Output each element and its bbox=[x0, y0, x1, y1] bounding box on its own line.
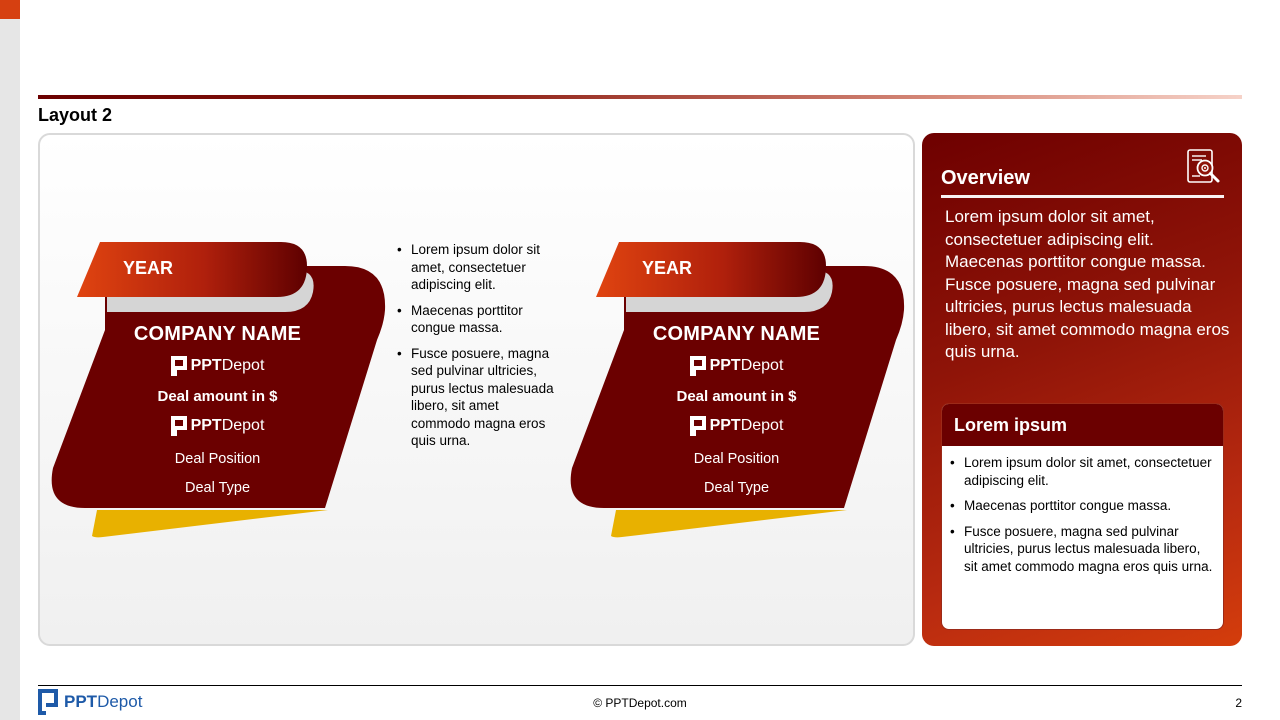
logo-bold: PPT bbox=[709, 417, 741, 434]
company-logo bbox=[95, 354, 340, 378]
logo-text bbox=[710, 416, 784, 436]
slide-title: Layout 2 bbox=[38, 105, 113, 125]
company-name: COMPANY NAME bbox=[133, 323, 302, 345]
logo-rest: Depot bbox=[221, 417, 265, 434]
deal-content bbox=[95, 322, 340, 497]
footer-logo-rest: Depot bbox=[97, 692, 143, 711]
logo-rest: Depot bbox=[740, 357, 784, 374]
list-item: • Lorem ipsum dolor sit amet, consectetuer adipiscing elit. bbox=[397, 241, 557, 294]
company-logo bbox=[614, 354, 859, 378]
lorem-ipsum-box bbox=[941, 403, 1224, 630]
logo-bold: PPT bbox=[190, 417, 222, 434]
list-item: • Fusce posuere, magna sed pulvinar ultricies, purus lectus malesuada libero, sit amet commodo magna eros quis urna. bbox=[397, 345, 557, 450]
pptdepot-logo-icon bbox=[171, 416, 187, 436]
document-search-icon bbox=[1184, 147, 1224, 187]
logo-text bbox=[191, 416, 265, 436]
acquirer-logo bbox=[95, 414, 340, 438]
logo-bold: PPT bbox=[190, 357, 222, 374]
pptdepot-logo-icon bbox=[171, 356, 187, 376]
deal-amount: Deal amount in $ bbox=[157, 388, 278, 405]
deal-amount: Deal amount in $ bbox=[676, 388, 797, 405]
overview-panel bbox=[922, 133, 1242, 646]
overview-divider bbox=[941, 195, 1224, 198]
deal-card-2 bbox=[564, 240, 909, 540]
logo-text bbox=[710, 356, 784, 376]
acquirer-logo bbox=[614, 414, 859, 438]
deal-year: YEAR bbox=[642, 258, 693, 278]
deal-type: Deal Type bbox=[703, 480, 770, 496]
gold-ribbon bbox=[611, 510, 847, 537]
deal-type: Deal Type bbox=[184, 480, 251, 496]
logo-bold: PPT bbox=[709, 357, 741, 374]
list-item: • Maecenas porttitor congue massa. bbox=[950, 497, 1213, 515]
footer-divider bbox=[38, 685, 1242, 686]
logo-rest: Depot bbox=[221, 357, 265, 374]
company-name: COMPANY NAME bbox=[652, 323, 821, 345]
lorem-bullet-list bbox=[942, 446, 1223, 575]
page-number: 2 bbox=[1235, 696, 1242, 710]
deal-content bbox=[614, 322, 859, 497]
left-rail-accent bbox=[0, 0, 20, 19]
footer-logo-bold: PPT bbox=[64, 692, 98, 711]
pptdepot-logo-icon bbox=[690, 356, 706, 376]
gold-ribbon bbox=[92, 510, 328, 537]
deal-card-1 bbox=[45, 240, 390, 540]
list-item: • Fusce posuere, magna sed pulvinar ultricies, purus lectus malesuada libero, sit amet commodo magna eros quis urna. bbox=[950, 523, 1213, 576]
lorem-box-title: Lorem ipsum bbox=[942, 404, 1223, 446]
year-tab bbox=[77, 242, 307, 297]
left-rail bbox=[0, 0, 20, 720]
deal-position: Deal Position bbox=[693, 451, 780, 467]
year-tab bbox=[596, 242, 826, 297]
overview-title: Overview bbox=[941, 167, 1030, 189]
pptdepot-logo-icon bbox=[690, 416, 706, 436]
deal-position: Deal Position bbox=[174, 451, 261, 467]
logo-rest: Depot bbox=[740, 417, 784, 434]
logo-text bbox=[191, 356, 265, 376]
overview-text: Lorem ipsum dolor sit amet, consectetuer adipiscing elit. Maecenas porttitor congue massa. Fusce posuere, magna sed pulvinar ultricies, purus lectus malesuada libero, sit amet commodo magna eros quis urna. bbox=[945, 207, 1230, 361]
copyright-text: © PPTDepot.com bbox=[593, 696, 687, 710]
deal-year: YEAR bbox=[123, 258, 174, 278]
middle-bullet-list bbox=[397, 241, 557, 458]
list-item: • Lorem ipsum dolor sit amet, consectetuer adipiscing elit. bbox=[950, 454, 1213, 489]
title-divider bbox=[38, 95, 1242, 99]
list-item: • Maecenas porttitor congue massa. bbox=[397, 302, 557, 337]
